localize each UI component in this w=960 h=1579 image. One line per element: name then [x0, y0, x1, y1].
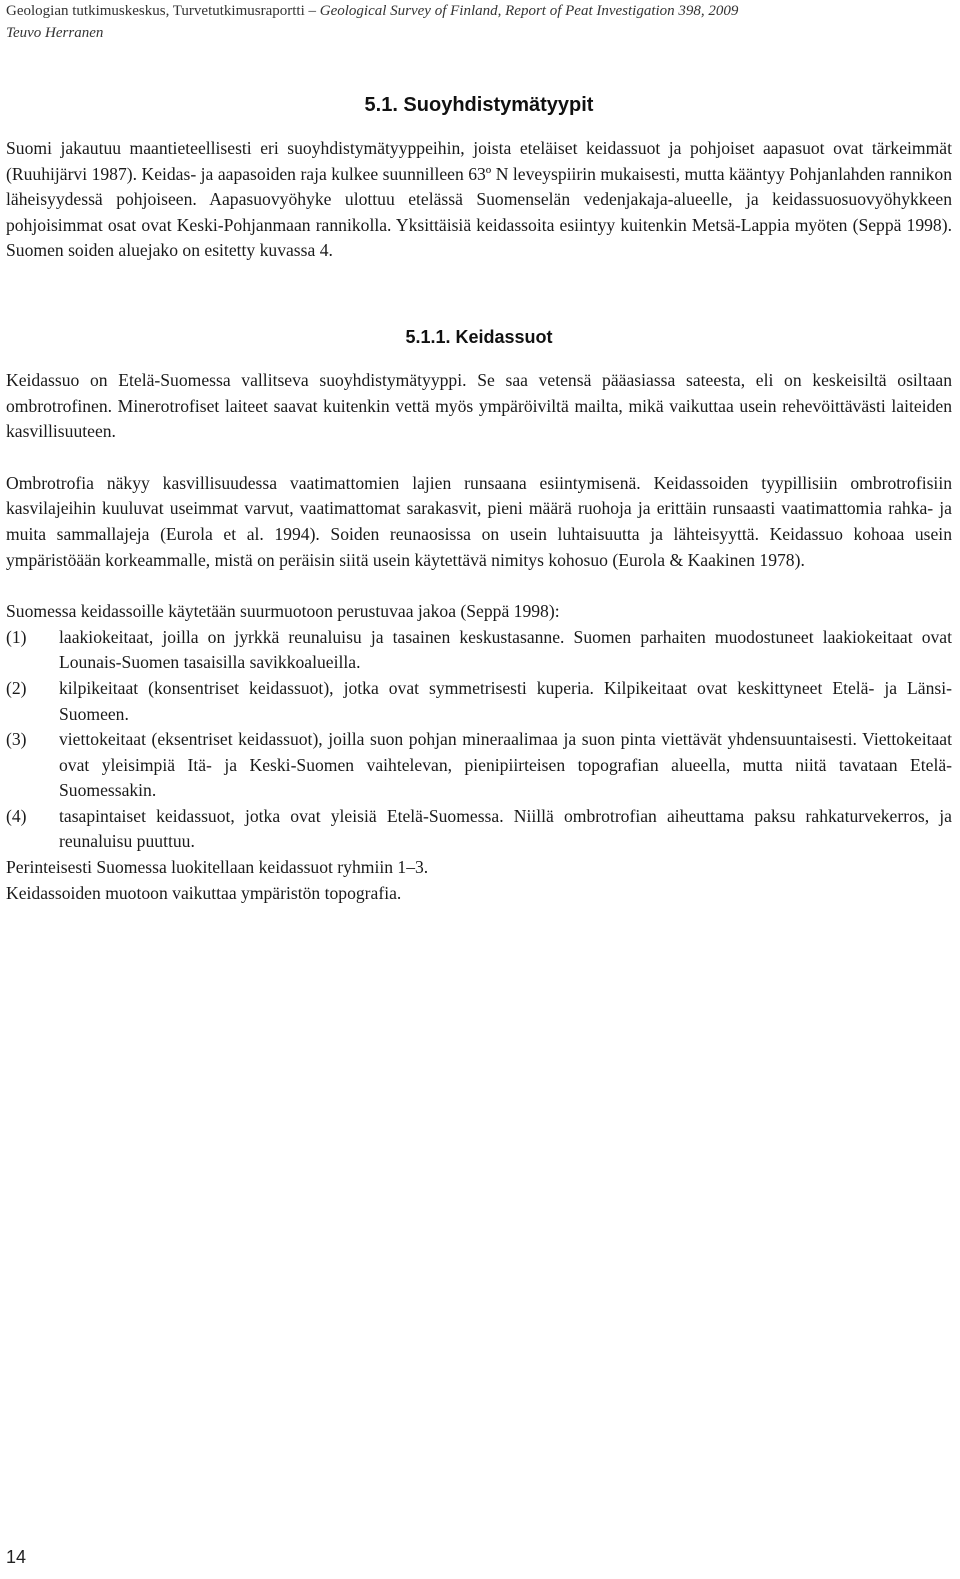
- subsection-paragraph-2: Ombrotrofia näkyy kasvillisuudessa vaatimattomien lajien runsaana esiintymisenä. Keidassoiden tyypillisiin ombrotrofisiin kasvilajeihin kuuluvat useimmat varvut, vaatimattomat sarakasvit, pieni määrä ruohoja ja erittäin runsaasti vaatimattomia rahka- ja muita sammallajeja (Eurola et al. 1994). Soiden reunaosissa on usein luhtaisuutta ja lähteisyyttä. Keidassuo kohoaa usein ympäristöään korkeammalle, mistä on peräisin siitä usein käytettävä nimitys kohosuo (Eurola & Kaakinen 1978).: [6, 472, 952, 570]
- closing-line-2: Keidassoiden muotoon vaikuttaa ympäristön topografia.: [6, 882, 402, 903]
- running-header: [6, 0, 738, 44]
- list-item-number: (4): [6, 805, 27, 826]
- list-item: [6, 625, 952, 676]
- page-number: 14: [6, 1547, 27, 1567]
- header-author: Teuvo Herranen: [6, 25, 104, 41]
- list-item-text: tasapintaiset keidassuot, jotka ovat yleisiä Etelä-Suomessa. Niillä ombrotrofian aiheuttama paksu rahkaturvekerros, ja reunaluisu puuttuu.: [59, 805, 952, 852]
- list-item-text: viettokeitaat (eksentriset keidassuot), joilla suon pohjan mineraalimaa ja suon pinta viettävät yhdensuuntaisesti. Viettokeitaat ovat yleisimpiä Itä- ja Keski-Suomen vaihtelevan, pienipiirteisen topografian alueella, mutta niitä tavataan Etelä-Suomessakin.: [59, 729, 952, 801]
- list-item: [6, 727, 952, 804]
- list-item-text: kilpikeitaat (konsentriset keidassuot), jotka ovat symmetrisesti kuperia. Kilpikeitaat ovat keskittyneet Etelä- ja Länsi-Suomeen.: [59, 677, 952, 724]
- section-paragraph: Suomi jakautuu maantieteellisesti eri suoyhdistymätyyppeihin, joista eteläiset keidassuot ja pohjoiset aapasuot ovat tärkeimmät (Ruuhijärvi 1987). Keidas- ja aapasoiden raja kulkee suunnilleen 63º N leveyspiirin mukaisesti, mutta kääntyy Pohjanlahden rannikon läheisyydessä pohjoiseen. Aapasuovyöhyke ulottuu etelässä Suomenselän vedenjakaja-alueelle, ja keidassuosuovyöhykkeen pohjoisimmat osat ovat Keski-Pohjanmaan rannikolla. Yksittäisiä keidassoita esiintyy kuitenkin Metsä-Lappia myöten (Seppä 1998). Suomen soiden aluejako on esitetty kuvassa 4.: [6, 138, 952, 261]
- header-publisher: Geologian tutkimuskeskus, Turvetutkimusraportti –: [6, 3, 320, 19]
- header-line-1: [6, 0, 738, 22]
- main-content: [6, 92, 952, 906]
- list-item-number: (3): [6, 729, 27, 750]
- list-item: [6, 804, 952, 855]
- section-title: 5.1. Suoyhdistymätyypit: [364, 94, 594, 116]
- list-item: [6, 676, 952, 727]
- list-intro: Suomessa keidassoille käytetään suurmuotoon perustuvaa jakoa (Seppä 1998):: [6, 601, 560, 622]
- closing-line-1: Perinteisesti Suomessa luokitellaan keidassuot ryhmiin 1–3.: [6, 857, 429, 878]
- list-item-number: (2): [6, 677, 27, 698]
- list-item-number: (1): [6, 626, 27, 647]
- subsection-title: 5.1.1. Keidassuot: [405, 326, 553, 347]
- header-series: Geological Survey of Finland, Report of Peat Investigation 398, 2009: [319, 3, 739, 19]
- bog-type-list: [6, 625, 952, 855]
- subsection-paragraph-1: Keidassuo on Etelä-Suomessa vallitseva suoyhdistymätyyppi. Se saa vetensä pääasiassa sateesta, eli on keskeisiltä osiltaan ombrotrofinen. Minerotrofiset laiteet saavat kuitenkin vettä myös ympäröiviltä mailta, mikä vaikuttaa usein rehevöittävästi laiteiden kasvillisuuteen.: [6, 369, 952, 442]
- list-item-text: laakiokeitaat, joilla on jyrkkä reunaluisu ja tasainen keskustasanne. Suomen parhaiten muodostuneet laakiokeitaat ovat Lounais-Suomen tasaisilla savikkoalueilla.: [59, 626, 952, 673]
